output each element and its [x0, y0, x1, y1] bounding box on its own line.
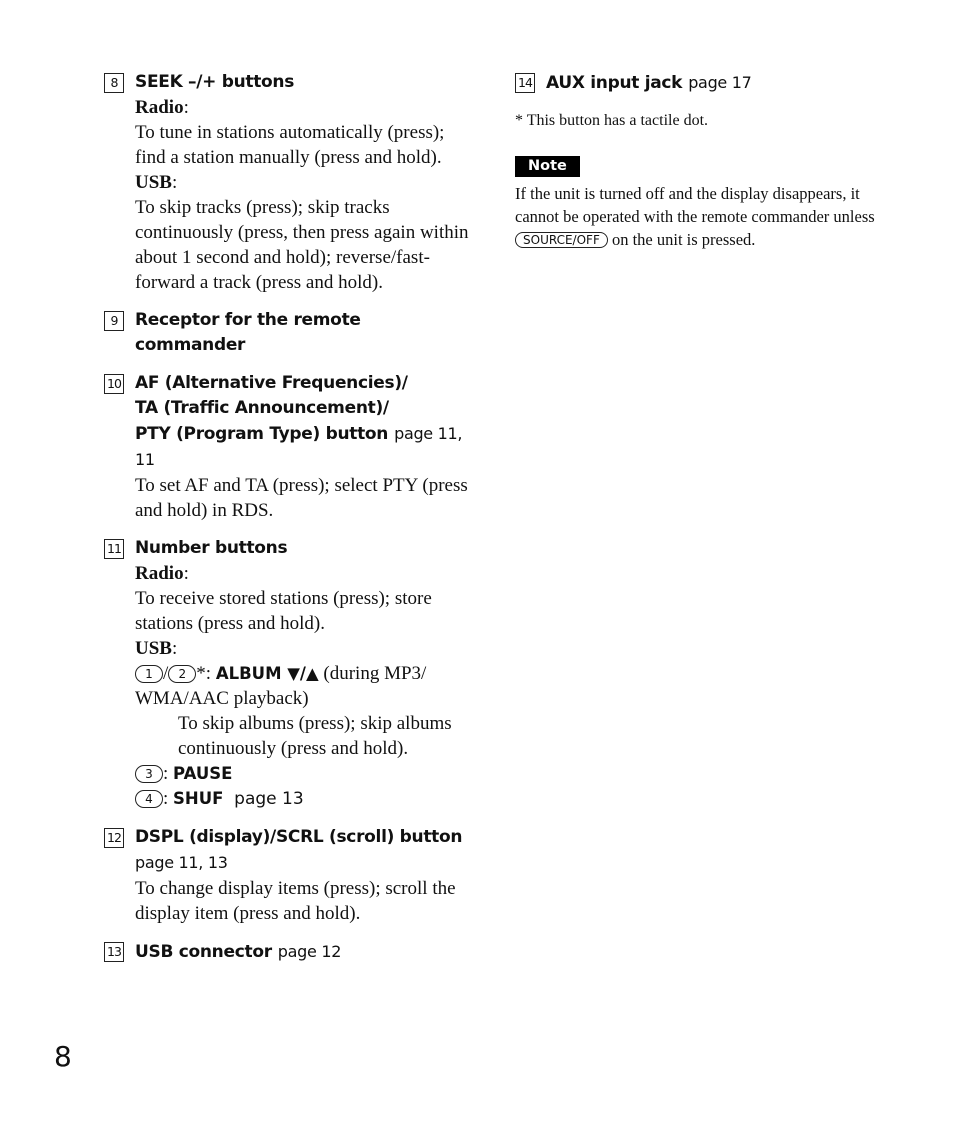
item-title: SEEK –/+ buttons	[135, 72, 295, 92]
item-title: DSPL (display)/SCRL (scroll) button	[135, 827, 463, 847]
left-column	[104, 70, 474, 978]
shuf-label: SHUF	[173, 789, 224, 808]
radio-description: To tune in stations automatically (press); find a station manually (press and hold).	[135, 122, 445, 168]
album-description: To skip albums (press); skip albums continuously (press and hold).	[178, 713, 452, 759]
item-number: 11	[104, 539, 124, 559]
item-usb-connector	[104, 939, 474, 965]
usb-label: USB	[135, 172, 172, 193]
item-title: USB connector	[135, 942, 272, 962]
item-title-line2: commander	[135, 335, 246, 355]
item-aux-input-jack	[515, 70, 885, 96]
page-reference: page 17	[688, 73, 752, 92]
item-description: To set AF and TA (press); select PTY (press and hold) in RDS.	[135, 475, 468, 521]
note-label: Note	[515, 156, 580, 177]
item-description: To change display items (press); scroll the display item (press and hold).	[135, 878, 456, 924]
item-title-line1: Receptor for the remote	[135, 310, 361, 330]
button-3-icon: 3	[135, 765, 163, 783]
footnote: * This button has a tactile dot.	[515, 112, 709, 129]
right-column	[515, 70, 885, 251]
item-number: 12	[104, 828, 124, 848]
item-remote-receptor	[104, 308, 474, 358]
item-title: Number buttons	[135, 538, 288, 558]
album-note: (during MP3/ WMA/AAC playback)	[135, 663, 427, 709]
button-4-icon: 4	[135, 790, 163, 808]
item-number: 14	[515, 73, 535, 93]
radio-label: Radio	[135, 97, 184, 118]
usb-label: USB	[135, 638, 172, 659]
album-label: ALBUM ▼/▲	[215, 664, 319, 683]
button-1-icon: 1	[135, 665, 163, 683]
button-2-icon: 2	[168, 665, 196, 683]
item-number: 13	[104, 942, 124, 962]
item-seek-buttons: 8 SEEK –/+ buttons Radio: To tune in stations automatically (press); find a station manually (press and hold). USB: To skip tracks (press); skip tracks continuously (press, then press again within about 1 second and hold); reverse/fast-forward a track (press and hold).	[104, 70, 474, 295]
page-reference: page 11,	[394, 424, 463, 443]
page-reference: page 13	[234, 789, 304, 809]
page-number: 8	[54, 1040, 72, 1073]
item-number: 10	[104, 374, 124, 394]
page-reference-cont: 11	[135, 450, 155, 469]
item-number-buttons: 11 Number buttons Radio: To receive stored stations (press); store stations (press and hold). USB: 1 / 2 *: ALBUM ▼/▲ (during MP3/ WMA/AAC playback) To skip albums (press); skip albums continuously (press and hold). 3 : PAUSE 4 : SHUF page 13	[104, 536, 474, 812]
item-number: 8	[104, 73, 124, 93]
item-title: AUX input jack	[546, 73, 683, 93]
page-reference: page 11, 13	[135, 853, 228, 872]
tactile-dot-marker: *:	[196, 663, 212, 684]
page-reference: page 12	[277, 942, 342, 961]
source-off-button-icon: SOURCE/OFF	[515, 232, 608, 248]
note-text-before: If the unit is turned off and the display disappears, it cannot be operated with the remote commander unless	[515, 184, 875, 226]
note-text-after: on the unit is pressed.	[611, 230, 756, 249]
item-af-ta-pty-button	[104, 371, 474, 523]
radio-label: Radio	[135, 563, 184, 584]
item-title-line2: TA (Traffic Announcement)/	[135, 398, 389, 418]
item-title-line3: PTY (Program Type) button	[135, 424, 389, 444]
item-title-line1: AF (Alternative Frequencies)/	[135, 373, 408, 393]
note-text	[515, 182, 885, 251]
item-dspl-scrl-button	[104, 825, 474, 926]
pause-label: PAUSE	[173, 764, 233, 783]
radio-description: To receive stored stations (press); store stations (press and hold).	[135, 588, 432, 634]
item-number: 9	[104, 311, 124, 331]
usb-description: To skip tracks (press); skip tracks continuously (press, then press again within about 1 second and hold); reverse/fast-forward a track (press and hold).	[135, 197, 469, 293]
